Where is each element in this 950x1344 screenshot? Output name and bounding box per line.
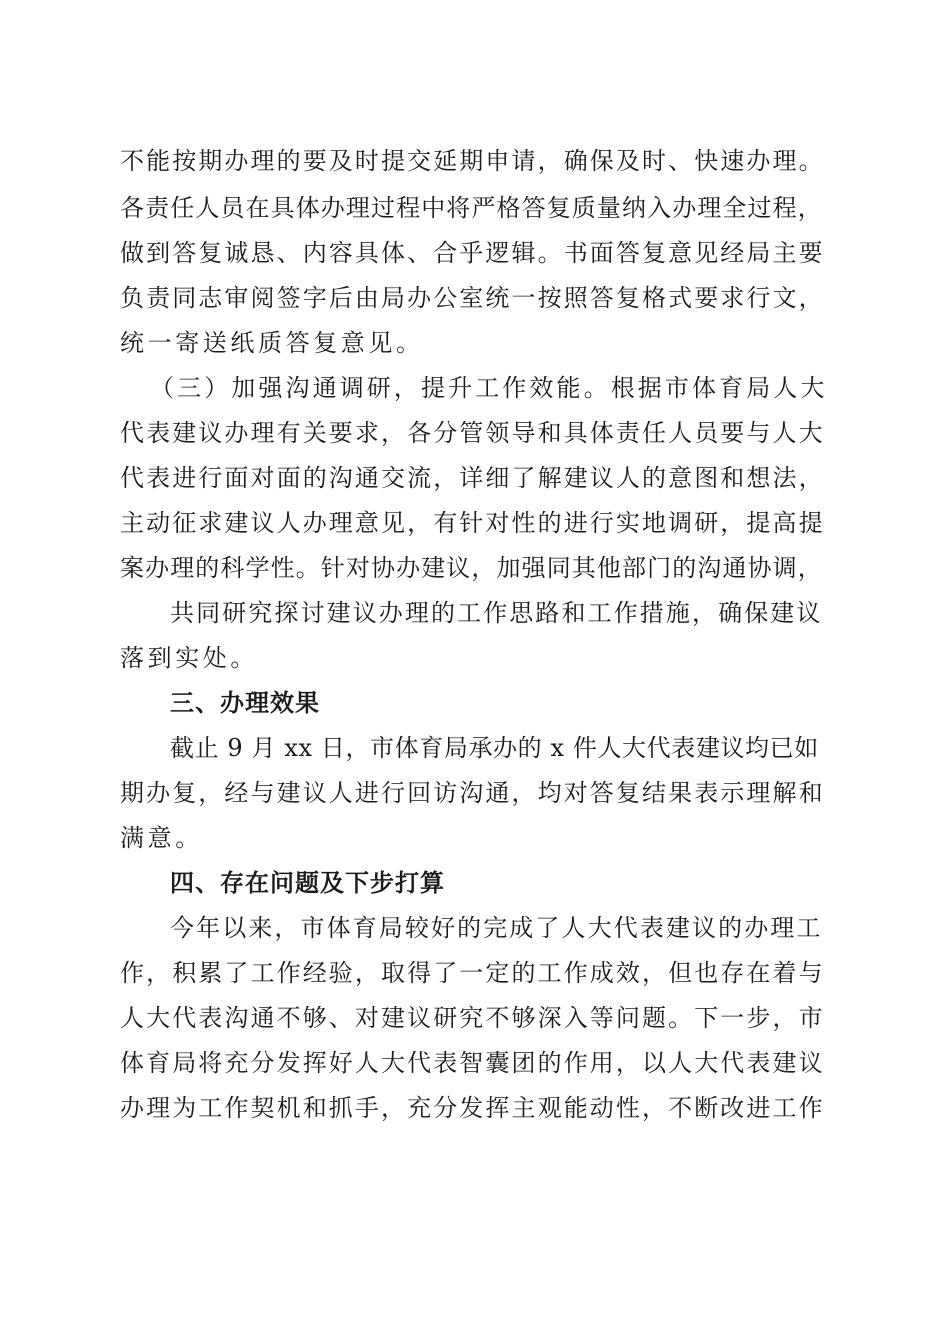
text-line: 代表建议办理有关要求，各分管领导和具体责任人员要与人大 [120,419,825,447]
text-line: 办理为工作契机和抓手，充分发挥主观能动性，不断改进工作 [120,1094,825,1122]
text-line: 共同研究探讨建议办理的工作思路和工作措施，确保建议 [170,599,823,627]
text-line: 做到答复诚恳、内容具体、合乎逻辑。书面答复意见经局主要 [120,239,825,267]
text-line: 各责任人员在具体办理过程中将严格答复质量纳入办理全过程， [120,194,823,222]
text-line: 案办理的科学性。针对协办建议，加强同其他部门的沟通协调， [120,554,823,582]
text-line: 满意。 [120,824,203,852]
text-line: 落到实处。 [120,644,258,672]
subsection-heading-line: （三）加强沟通调研，提升工作效能。根据市体育局人大 [150,374,828,402]
text-line: 统一寄送纸质答复意见。 [120,329,424,357]
text-line: 不能按期办理的要及时提交延期申请，确保及时、快速办理。 [120,147,825,175]
text-line: 负责同志审阅签字后由局办公室统一按照答复格式要求行文， [120,284,825,312]
section-heading: 四、存在问题及下步打算 [170,869,445,897]
text-line: 作，积累了工作经验，取得了一定的工作成效，但也存在着与 [120,959,825,987]
section-heading: 三、办理效果 [170,689,320,717]
text-line: 主动征求建议人办理意见，有针对性的进行实地调研，提高提 [120,509,825,537]
text-line: 截止 9 月 xx 日，市体育局承办的 x 件人大代表建议均已如 [170,734,819,762]
text-line: 代表进行面对面的沟通交流，详细了解建议人的意图和想法， [120,464,825,492]
text-line: 人大代表沟通不够、对建议研究不够深入等问题。下一步，市 [120,1004,825,1032]
text-line: 期办复，经与建议人进行回访沟通，均对答复结果表示理解和 [120,779,825,807]
text-line: 体育局将充分发挥好人大代表智囊团的作用，以人大代表建议 [120,1049,825,1077]
text-line: 今年以来，市体育局较好的完成了人大代表建议的办理工 [170,914,823,942]
